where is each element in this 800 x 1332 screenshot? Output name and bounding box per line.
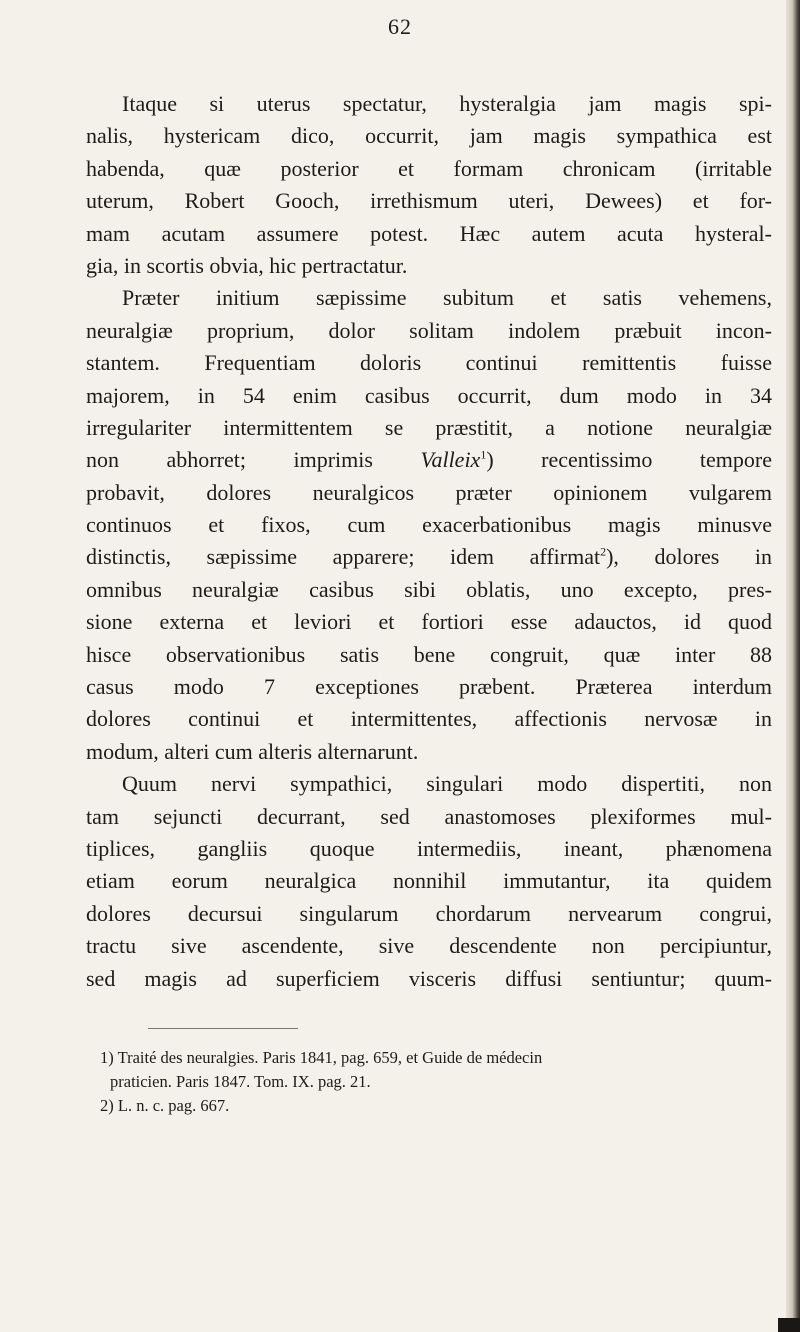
text-line: irregulariter intermittentem se præstitit, a notione neuralgiæ [86,414,772,440]
corner-mark [778,1318,800,1332]
footnote-text: Traité des neuralgies. Paris 1841, pag. 659, et Guide de médecin [117,1048,543,1067]
text-segment: non abhorret; imprimis [86,447,421,473]
text-line: dolores decursui singularum chordarum nervearum congrui, [86,900,772,926]
text-line: modum, alteri cum alteris alternarunt. [86,738,419,764]
text-line: mam acutam assumere potest. Hæc autem acuta hysteral- [86,220,772,246]
text-line: Itaque si uterus spectatur, hysteralgia jam magis spi- [122,91,772,116]
footnote-mark: 1 [100,1048,109,1067]
text-line: omnibus neuralgiæ casibus sibi oblatis, uno excepto, pres- [86,576,772,602]
text-line: casus modo 7 exceptiones præbent. Præterea interdum [86,674,772,700]
text-line: tiplices, gangliis quoque intermediis, ineant, phænomena [86,835,772,861]
text-line: majorem, in 54 enim casibus occurrit, dum modo in 34 [86,382,772,408]
text-line: stantem. Frequentiam doloris continui remittentis fuisse [86,350,772,376]
text-line: gia, in scortis obvia, hic pertractatur. [86,252,408,278]
text-line: sed magis ad superficiem visceris diffusi sentiuntur; quum- [86,965,772,991]
author-name: Valleix [420,447,481,473]
text-line: nalis, hystericam dico, occurrit, jam magis sympathica est [86,123,772,149]
footnote-divider [148,1028,298,1029]
footnote-1: 1) Traité des neuralgies. Paris 1841, pag. 659, et Guide de médecin [100,1048,543,1067]
footnote-2: 2) L. n. c. pag. 667. [100,1096,230,1115]
text-line: tractu sive ascendente, sive descendente non percipiuntur, [86,933,772,959]
text-line: tam sejuncti decurrant, sed anastomoses plexiformes mul- [86,803,772,829]
text-line: habenda, quæ posterior et formam chronicam (irritable [86,155,772,181]
footnotes [100,1046,772,1118]
text-line: dolores continui et intermittentes, affectionis nervosæ in [86,706,772,732]
footnote-ref-2: 2 [600,545,607,560]
text-line: uterum, Robert Gooch, irrethismum uteri, Dewees) et for- [86,188,772,214]
body-text [86,88,772,995]
text-line: probavit, dolores neuralgicos præter opinionem vulgarem [86,479,772,505]
footnote-text: L. n. c. pag. 667. [117,1096,230,1115]
text-line: neuralgiæ proprium, dolor solitam indolem præbuit incon- [86,317,772,343]
page-number: 62 [388,14,412,39]
text-line: continuos et fixos, cum exacerbationibus magis minusve [86,512,772,538]
text-line: Quum nervi sympathici, singulari modo dispertiti, non [122,771,772,797]
text-segment: distinctis, sæpissime apparere; idem affirmat [86,544,601,570]
footnote-mark: 2 [100,1096,109,1115]
footnote-ref-1: 1 [480,447,487,462]
text-line: etiam eorum neuralgica nonnihil immutantur, ita quidem [86,868,772,894]
text-line: Præter initium sæpissime subitum et satis vehemens, [122,285,772,311]
text-line-with-footnote [86,541,772,573]
text-line-with-footnote [86,444,772,476]
text-line: hisce observationibus satis bene congruit, quæ inter 88 [86,641,772,667]
text-segment: ), dolores in [606,544,773,570]
page-edge-shadow [786,0,800,1332]
footnote-1-continued: praticien. Paris 1847. Tom. IX. pag. 21. [110,1072,371,1091]
text-line: sione externa et leviori et fortiori esse adauctos, id quod [86,609,772,635]
text-segment: ) recentissimo tempore [486,447,772,473]
